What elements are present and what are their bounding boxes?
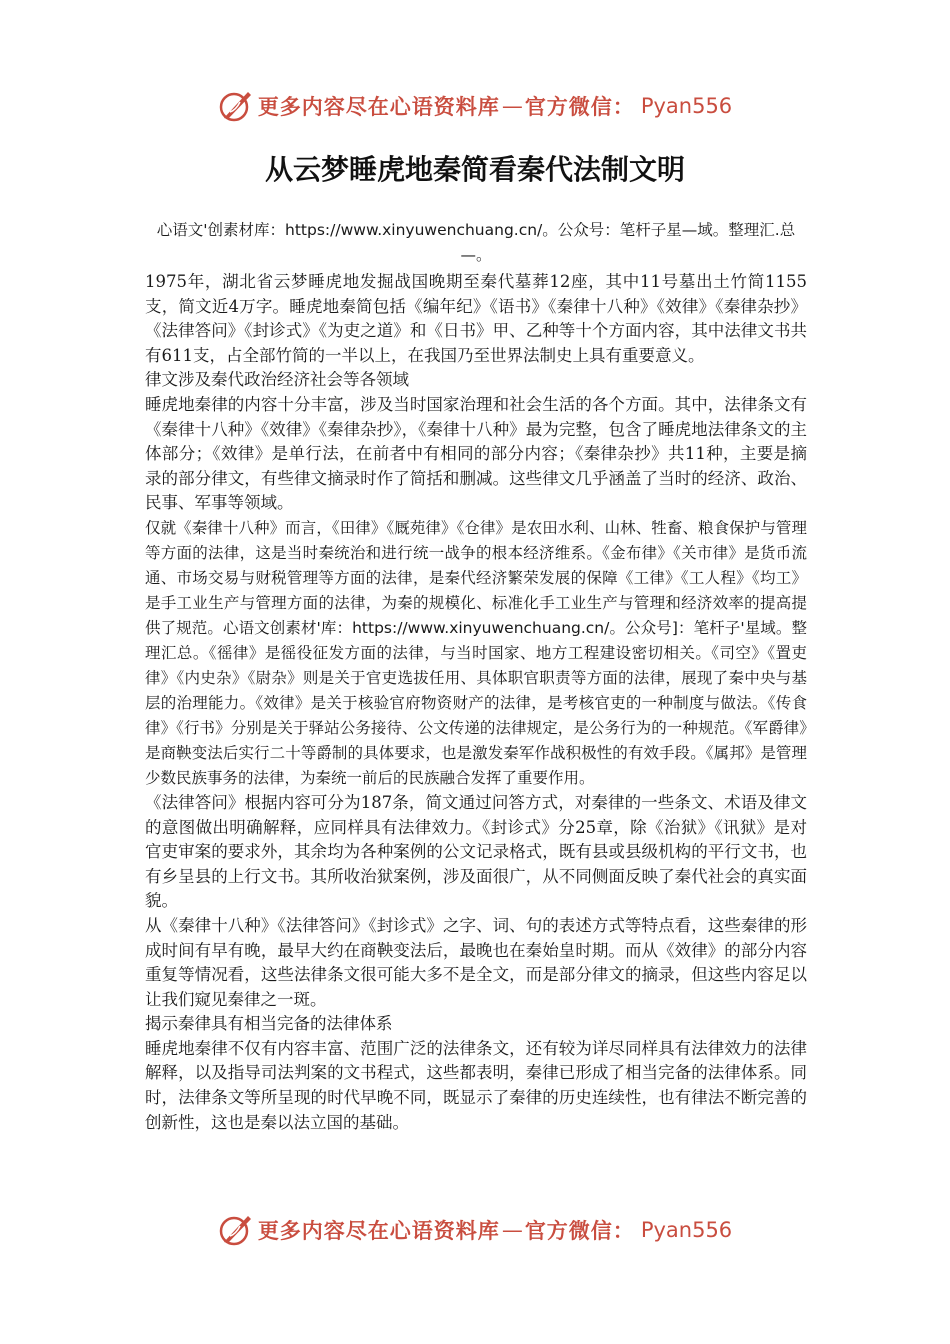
section-heading: 揭示秦律具有相当完备的法律体系 <box>145 1014 393 1034</box>
quill-logo-icon <box>218 1212 254 1248</box>
banner-separator: — <box>501 1218 523 1242</box>
paragraph: 仅就《秦律十八种》而言，《田律》《厩苑律》《仓律》是农田水利、山林、牲畜、粮食保护与管理等方面的法律，这是当时秦统治和进行统一战争的根本经济维系。《金布律》《关市律》是货币流通、市场交易与财税管理等方面的法律，是秦代经济繁荣发展的保障《工律》《工人程》《均工》是手工业生产与管理方面的法律，为秦的规模化、标准化手工业生产与管理和经济效率的提高提供了规范。心语文创素材'库：https://www.xinyuwenchuang.cn/。公众号]：笔杆子'星域。整理汇总。《徭律》是徭役征发方面的法律，与当时国家、地方工程建设密切相关。《司空》《置吏律》《内史杂》《尉杂》则是关于官吏选拔任用、具体职官职责等方面的法律，展现了秦中央与基层的治理能力。《效律》是关于核验官府物资财产的法律，是考核官吏的一种制度与做法。《传食律》《行书》分别是关于驿站公务接待、公文传递的法律规定，是公务行为的一种规范。《军爵律》是商鞅变法后实行二十等爵制的具体要求，也是激发秦军作战积极性的有效手段。《属邦》是管理少数民族事务的法律，为秦统一前后的民族融合发挥了重要作用。 <box>145 518 807 787</box>
credit-line: 心语文'创素材库：https://www.xinyuwenchuang.cn/。公众号：笔杆子星—域。整理汇.总—。 <box>156 221 796 264</box>
banner-label: 官方微信： <box>524 1218 635 1243</box>
banner-wechat-code: Pyan556 <box>640 94 733 118</box>
paragraph: 1975年，湖北省云梦睡虎地发掘战国晚期至秦代墓葬12座，其中11号墓出土竹简1155支，简文近4万字。睡虎地秦简包括《编年纪》《语书》《秦律十八种》《效律》《秦律杂抄》《法律答问》《封诊式》《为吏之道》和《日书》甲、乙种等十个方面内容，其中法律文书共有611支，占全部竹简的一半以上，在我国乃至世界法制史上具有重要意义。 <box>145 272 807 365</box>
footer-banner <box>0 1210 950 1250</box>
paragraph: 从《秦律十八种》《法律答问》《封诊式》之字、词、句的表述方式等特点看，这些秦律的形成时间有早有晚，最早大约在商鞅变法后，最晚也在秦始皇时期。而从《效律》的部分内容重复等情况看，这些法律条文很可能大多不是全文，而是部分律文的摘录，但这些内容足以让我们窥见秦律之一斑。 <box>145 915 807 1009</box>
banner-slogan: 更多内容尽在心语资料库 <box>257 1218 500 1243</box>
quill-logo-icon <box>218 88 254 124</box>
header-banner <box>0 86 950 126</box>
banner-label: 官方微信： <box>524 94 635 119</box>
paragraph: 睡虎地秦律不仅有内容丰富、范围广泛的法律条文，还有较为详尽同样具有法律效力的法律解释，以及指导司法判案的文书程式，这些都表明，秦律已形成了相当完备的法律体系。同时，法律条文等所呈现的时代早晚不同，既显示了秦律的历史连续性，也有律法不断完善的创新性，这也是秦以法立国的基础。 <box>145 1038 807 1132</box>
banner-separator: — <box>501 94 523 118</box>
paragraph: 睡虎地秦律的内容十分丰富，涉及当时国家治理和社会生活的各个方面。其中，法律条文有《秦律十八种》《效律》《秦律杂抄》，《秦律十八种》最为完整，包含了睡虎地法律条文的主体部分；《效律》是单行法，在前者中有相同的部分内容；《秦律杂抄》共11种，主要是摘录的部分律文，有些律文摘录时作了简括和删减。这些律文几乎涵盖了当时的经济、政治、民事、军事等领域。 <box>145 394 807 513</box>
banner-wechat-code: Pyan556 <box>640 1218 733 1242</box>
page-title: 从云梦睡虎地秦简看秦代法制文明 <box>264 153 685 186</box>
article-body <box>145 218 807 1135</box>
paragraph: 《法律答问》根据内容可分为187条，简文通过问答方式，对秦律的一些条文、术语及律文的意图做出明确解释，应同样具有法律效力。《封诊式》分25章，除《治狱》《讯狱》是对官吏审案的要求外，其余均为各种案例的公文记录格式，既有县或县级机构的平行文书，也有乡呈县的上行文书。其所收治狱案例，涉及面很广，从不同侧面反映了秦代社会的真实面貌。 <box>145 792 807 911</box>
section-heading: 律文涉及秦代政治经济社会等各领域 <box>145 370 409 390</box>
banner-slogan: 更多内容尽在心语资料库 <box>257 94 500 119</box>
